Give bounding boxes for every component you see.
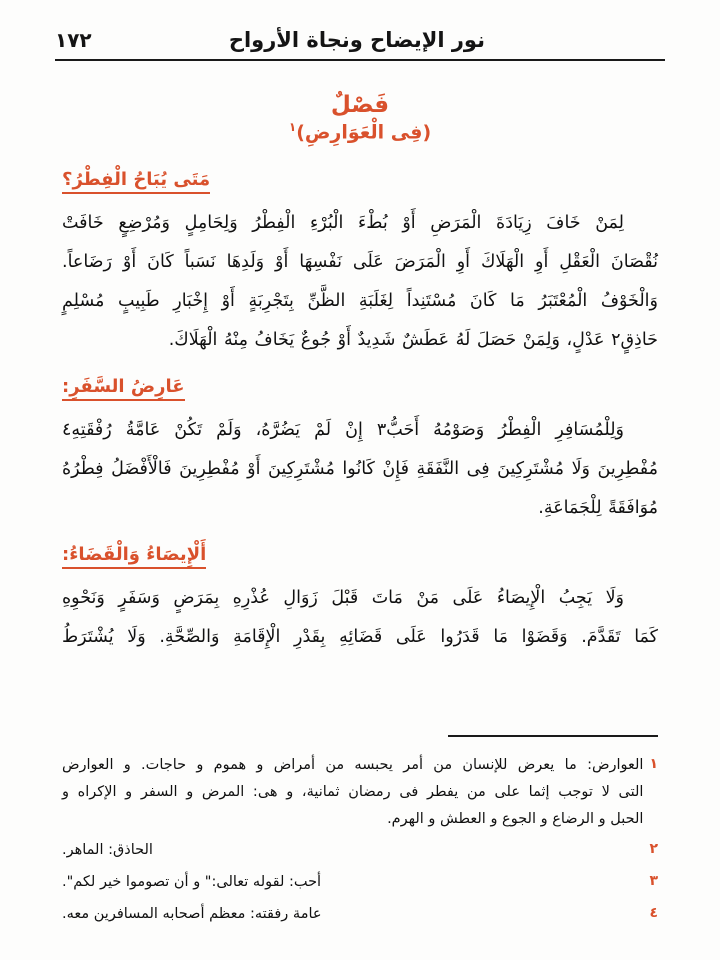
footnote-item — [62, 901, 658, 928]
footnote-number: ٢ — [649, 841, 658, 858]
section-heading-when-breaking-fast-allowed — [62, 169, 658, 196]
book-title: نور الإيضاح ونجاة الأرواح — [228, 28, 485, 52]
footnote-item — [62, 837, 658, 864]
paragraph-line: وَالْخَوْفُ الْمُعْتَبَرُ مَا كَانَ مُسْتَنِداً لِغَلَبَةِ الظَّنِّ بِتَجْرِبَةٍ أَوْ إِخْبَارِ طَبِيبٍ مُسْلِمٍ — [62, 291, 658, 312]
paragraph-line: نُقْصَانَ الْعَقْلِ أَوِ الْهَلَاكَ أَوِ الْمَرَضَ عَلَى نَفْسِهَا أَوْ وَلَدِهَا نَسَباً كَانَ أَوْ رَضَاعاً. — [62, 252, 658, 273]
footnote-item — [62, 752, 658, 832]
page-body — [62, 82, 658, 659]
footnote-text-line: التى لا توجب إثما على من يفطر فى رمضان ثمانية، و هى: المرض و السفر و الإكراه و — [62, 783, 644, 800]
section-heading-travel-excuse — [62, 376, 658, 403]
paragraph-line: مُوَافَقَةً لِلْجَمَاعَةِ. — [538, 498, 658, 519]
footnote-text-line: عامة رفقته: معظم أصحابه المسافرين معه. — [62, 906, 322, 923]
section-heading-text: مَتَى يُبَاحُ الْفِطْرُ؟ — [62, 169, 210, 194]
page-number: ١٧٢ — [55, 28, 92, 52]
paragraph-line: وَلَا يَجِبُ الْإِيصَاءُ عَلَى مَنْ مَاتَ قَبْلَ زَوَالِ عُذْرِهِ بِمَرَضٍ وَسَفَرٍ وَنَحْوِهِ — [62, 588, 624, 609]
paragraph-line: مُفْطِرِينَ وَلَا مُشْتَرِكِينَ فِى النَّفَقَةِ فَإِنْ كَانُوا مُشْتَرِكِينَ أَوْ مُفْطِرِينَ فَالْأَفْضَلُ فِطْرُهُ — [62, 459, 658, 480]
paragraph-line: لِمَنْ خَافَ زِيَادَةَ الْمَرَضِ أَوْ بُطْءَ الْبُرْءِ الْفِطْرُ وَلِحَامِلٍ وَمُرْضِعٍ خَافَتْ — [62, 213, 624, 234]
footnote-text-line: الحبل و الرضاع و الجوع و العطش و الهرم. — [387, 810, 644, 827]
chapter-subtitle — [62, 120, 658, 143]
chapter-subtitle-footnote-marker: ١ — [288, 120, 297, 134]
footnote-text-line: الحاذق: الماهر. — [62, 842, 153, 859]
section-heading-text: أَلْإِيصَاءُ وَالْقَضَاءُ: — [62, 544, 206, 569]
paragraph-line: كَمَا تَقَدَّمَ. وَقَضَوْا مَا قَدَرُوا عَلَى قَضَائِهِ بِقَدْرِ الْإِقَامَةِ وَالصِّحَّةِ. وَلَا يُشْتَرَطُ — [62, 627, 658, 648]
chapter-subtitle-text: (فِى الْعَوَارِضِ) — [296, 121, 432, 144]
footnote-separator — [448, 735, 658, 737]
paragraph-line: حَاذِقٍ٢ عَدْلٍ، وَلِمَنْ حَصَلَ لَهُ عَطَشٌ شَدِيدٌ أَوْ جُوعٌ يَخَافُ مِنْهُ الْهَلَاكَ. — [168, 330, 658, 351]
footnote-number: ٣ — [649, 873, 658, 890]
footnote-text-line: العوارض: ما يعرض للإنسان من أمر يحبسه من أمراض و هموم و حاجات. و العوارض — [62, 757, 644, 773]
footnote-text-line: أحب: لقوله تعالى:" و أن تصوموا خير لكم". — [62, 874, 322, 891]
page-header — [55, 28, 665, 61]
footnote-item — [62, 869, 658, 896]
footnote-number: ١ — [649, 756, 658, 772]
paragraph-line: وَلِلْمُسَافِرِ الْفِطْرُ وَصَوْمُهُ أَحَبُّ٣ إِنْ لَمْ يَضُرَّهُ، وَلَمْ تَكُنْ عَامَّةُ رُفْقَتِهِ٤ — [62, 420, 624, 441]
footnotes-section — [62, 752, 658, 933]
section-heading-text: عَارِضُ السَّفَرِ: — [62, 376, 185, 401]
chapter-title: فَصْلٌ — [330, 92, 390, 118]
footnote-number: ٤ — [649, 905, 658, 922]
section-heading-bequest-and-makeup — [62, 544, 658, 571]
